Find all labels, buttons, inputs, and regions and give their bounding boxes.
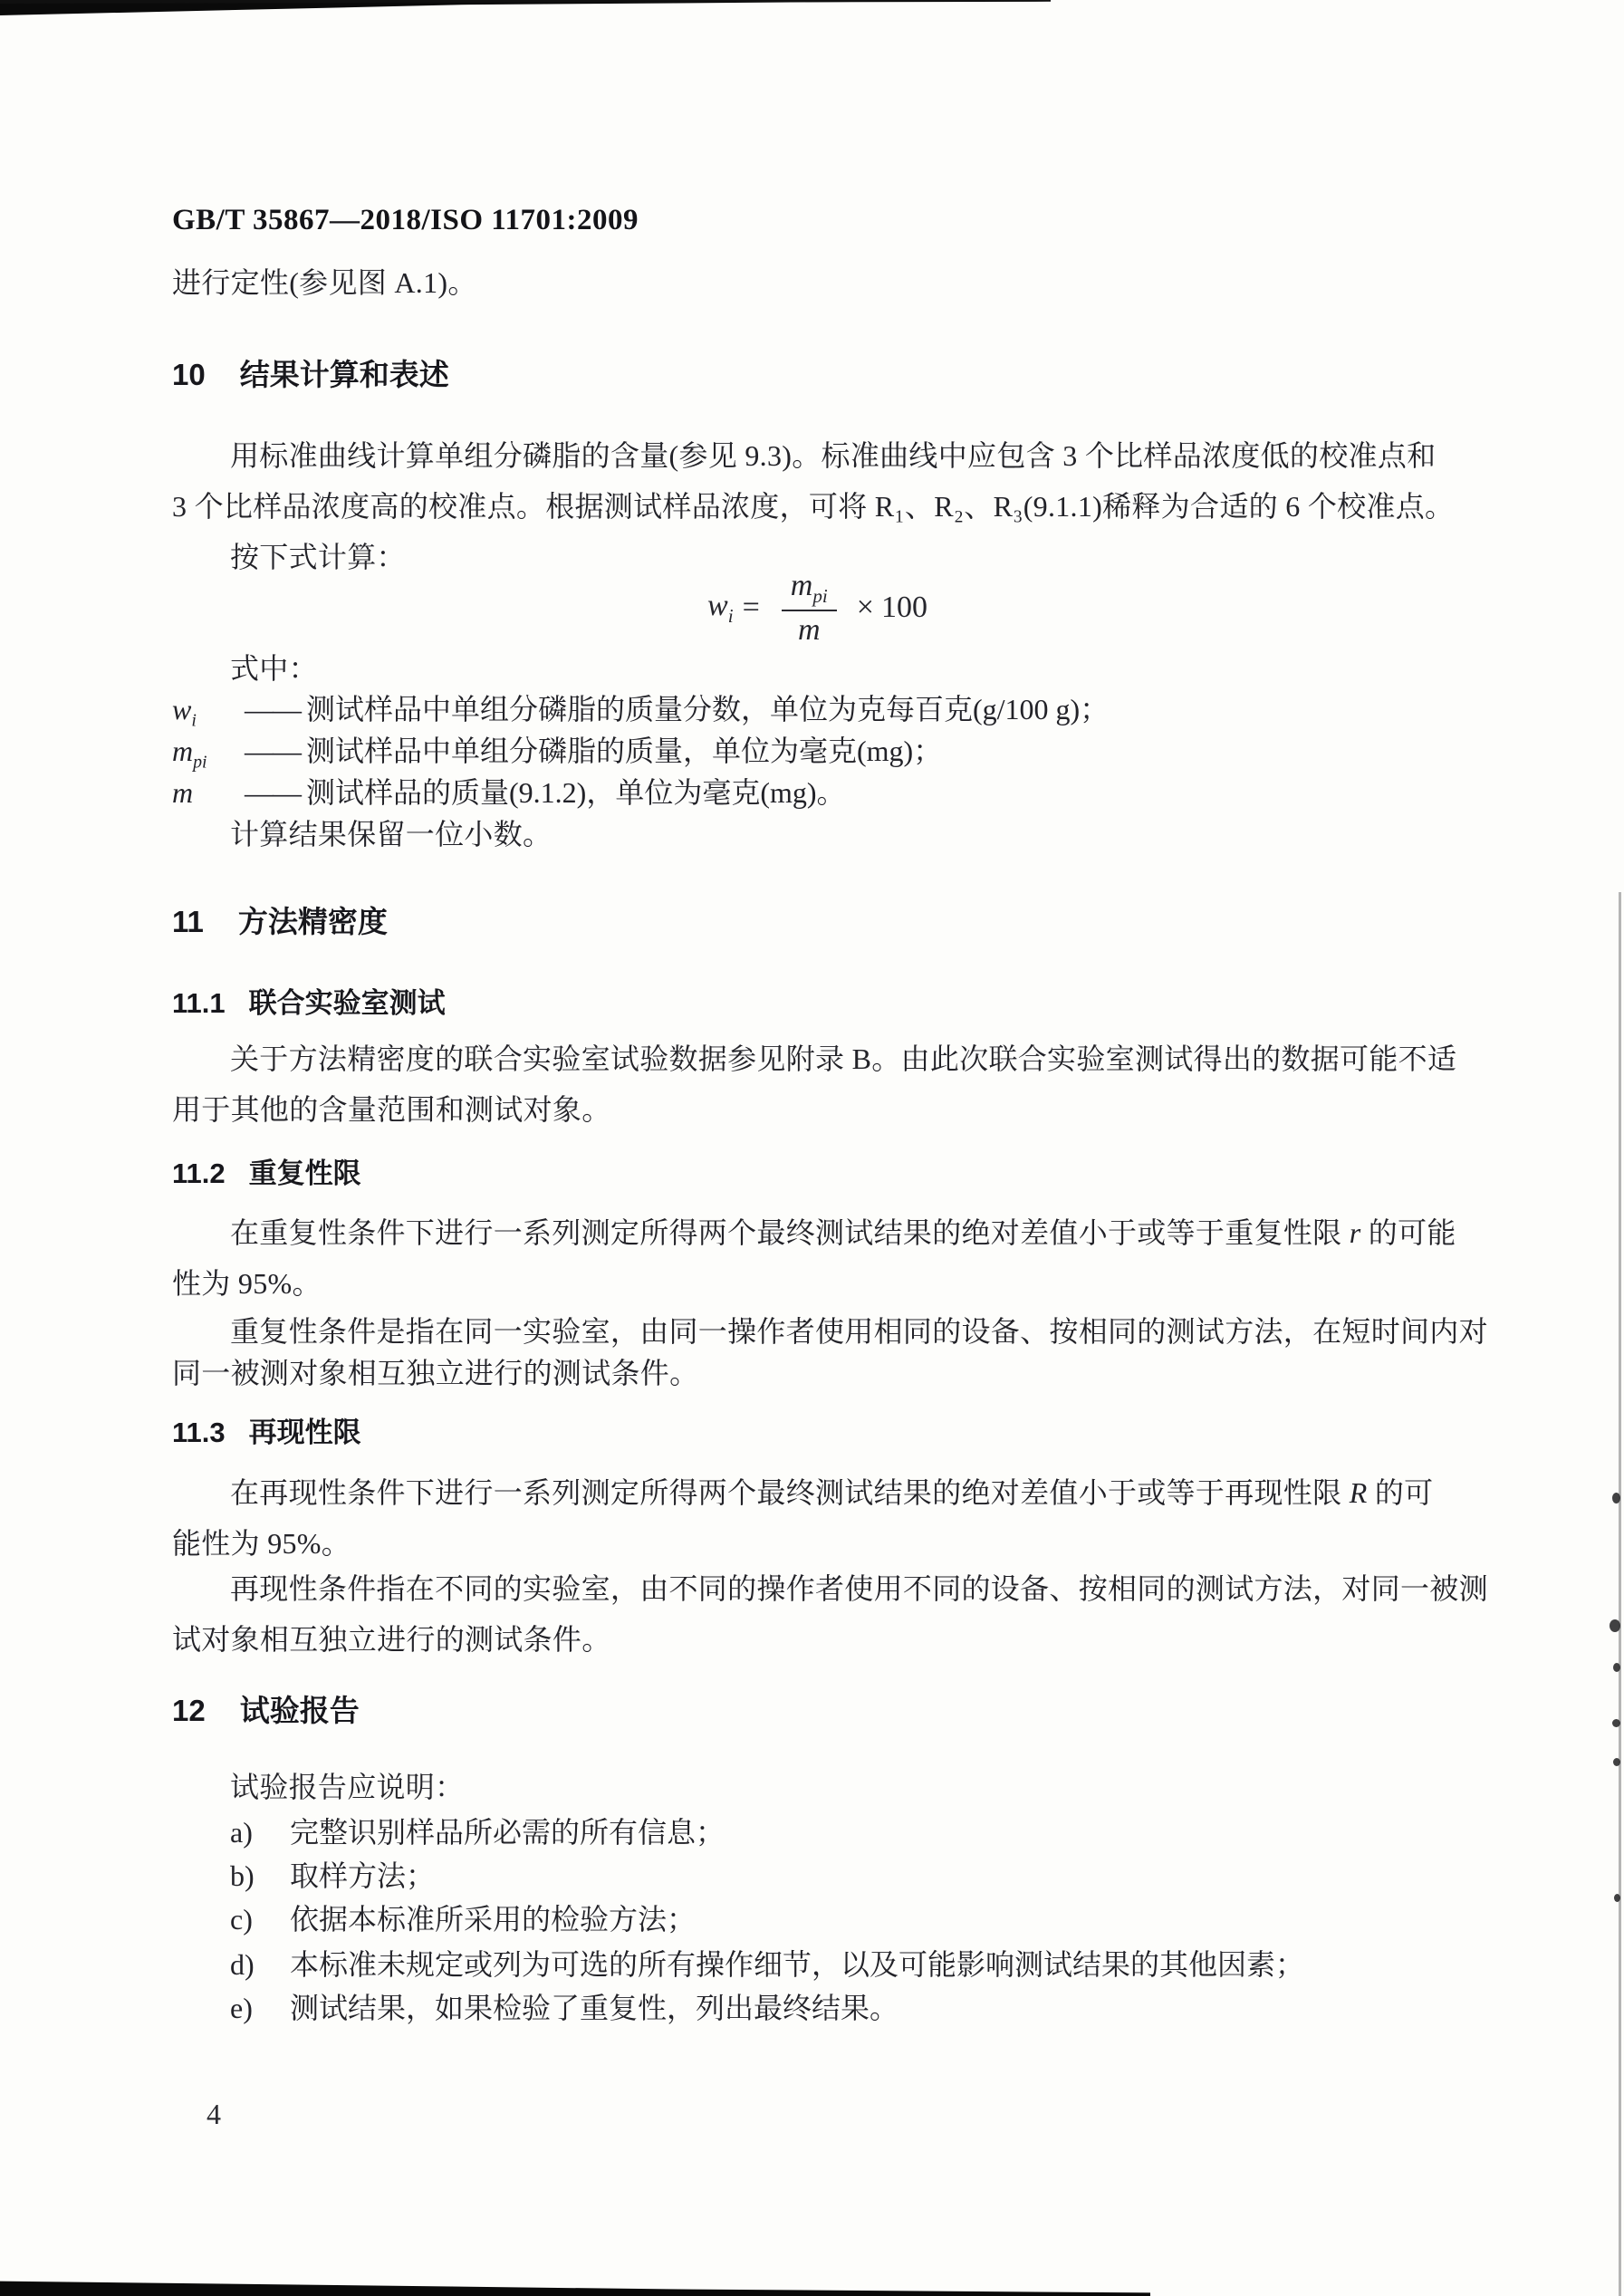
list-marker: e) (230, 1992, 253, 2024)
definition-row (172, 774, 846, 821)
paragraph-line: 在重复性条件下进行一系列测定所得两个最终测试结果的绝对差值小于或等于重复性限 r 的可能 (230, 1216, 1456, 1249)
paragraph-line: 同一被测对象相互独立进行的测试条件。 (172, 1357, 699, 1389)
definition-dash: —— (245, 693, 301, 725)
report-list-item (230, 1990, 898, 2026)
reproducibility-limit-symbol: R (1349, 1476, 1368, 1509)
section-11-title: 方法精密度 (237, 905, 388, 938)
paragraph-line: 3 个比样品浓度高的校准点。根据测试样品浓度，可将 R₁、R₂、R₃(9.1.1)稀释为合适的 6 个校准点。 (172, 490, 1455, 523)
definition-row (172, 691, 1109, 738)
section-11-2-number: 11.2 (172, 1158, 226, 1189)
paragraph-line: 性为 95%。 (172, 1267, 322, 1300)
section-11-heading (172, 898, 388, 941)
section-11-3-title: 再现性限 (248, 1417, 361, 1448)
formula-denominator: m (797, 612, 821, 647)
scan-artifact-blob (1610, 1619, 1620, 1632)
calc-intro-line: 按下式计算： (230, 541, 406, 573)
report-list-item (230, 1814, 725, 1850)
scan-artifact-blob (1613, 1663, 1620, 1672)
section-11-1-heading (172, 980, 446, 1021)
formula-times: × (856, 591, 874, 625)
section-11-3-heading (172, 1409, 361, 1450)
page-number: 4 (207, 2098, 221, 2130)
section-11-2-heading (172, 1150, 361, 1191)
formula-wi (172, 569, 1463, 648)
list-marker: b) (230, 1859, 255, 1892)
section-11-3-number: 11.3 (172, 1417, 226, 1448)
formula-equals: = (742, 591, 760, 625)
list-text: 取样方法； (290, 1859, 436, 1892)
section-11-number: 11 (172, 905, 204, 938)
section-11-1-title: 联合实验室测试 (248, 987, 446, 1019)
section-12-title: 试验报告 (239, 1694, 360, 1727)
formula-lhs: $w_i$ (707, 589, 734, 627)
paragraph-line: 在再现性条件下进行一系列测定所得两个最终测试结果的绝对差值小于或等于再现性限 R 的可 (230, 1476, 1434, 1509)
report-lead-line: 试验报告应说明： (230, 1771, 465, 1803)
paragraph-line: 试对象相互独立进行的测试条件。 (172, 1623, 611, 1656)
definition-symbol: $m_{pi}$ (172, 735, 207, 773)
definition-symbol: $w_i$ (172, 693, 197, 731)
definition-text: 测试样品中单组分磷脂的质量，单位为毫克(mg)； (306, 735, 943, 767)
scan-artifact-blob (1612, 1719, 1620, 1727)
report-list-item (230, 1901, 696, 1937)
report-list-item (230, 1946, 1304, 1983)
definition-row (172, 733, 942, 780)
paragraph-line: 用标准曲线计算单组分磷脂的含量(参见 9.3)。标准曲线中应包含 3 个比样品浓度低的校准点和 (230, 439, 1437, 472)
scan-artifact-right-edge-line (1619, 892, 1621, 2296)
list-marker: d) (230, 1948, 255, 1981)
list-text: 测试结果，如果检验了重复性，列出最终结果。 (290, 1992, 899, 2024)
section-10-title: 结果计算和表述 (239, 358, 449, 391)
section-10-number: 10 (172, 358, 206, 391)
section-10-heading (172, 351, 449, 394)
scan-artifact-bottom-edge (0, 2278, 1150, 2296)
report-list-item (230, 1858, 435, 1894)
formula-numerator: $m_{pi}$ (782, 569, 837, 611)
list-text: 依据本标准所采用的检验方法； (290, 1903, 697, 1936)
formula-factor: 100 (880, 591, 927, 625)
paragraph-line: 再现性条件指在不同的实验室，由不同的操作者使用不同的设备、按相同的测试方法，对同一被测 (230, 1572, 1488, 1605)
definition-dash: —— (245, 776, 301, 809)
paragraph-line: 关于方法精密度的联合实验室试验数据参见附录 B。由此次联合实验室测试得出的数据可能不适 (230, 1042, 1457, 1075)
list-marker: a) (230, 1816, 253, 1849)
definition-text: 测试样品的质量(9.1.2)，单位为毫克(mg)。 (306, 776, 846, 809)
paragraph-line: 能性为 95%。 (172, 1527, 351, 1560)
definition-text: 测试样品中单组分磷脂的质量分数，单位为克每百克(g/100 g)； (306, 693, 1110, 725)
definition-dash: —— (245, 735, 301, 767)
scan-artifact-blob (1614, 1894, 1620, 1902)
scan-artifact-blob (1612, 1493, 1620, 1503)
list-text: 本标准未规定或列为可选的所有操作细节，以及可能影响测试结果的其他因素； (290, 1948, 1305, 1981)
result-note-line: 计算结果保留一位小数。 (230, 818, 553, 850)
section-12-heading (172, 1687, 360, 1730)
paragraph-line: 用于其他的含量范围和测试对象。 (172, 1093, 611, 1126)
section-12-number: 12 (172, 1694, 206, 1727)
formula-fraction (782, 569, 837, 648)
list-text: 完整识别样品所必需的所有信息； (290, 1816, 726, 1849)
definition-symbol: m (172, 776, 194, 809)
intro-sentence: 进行定性(参见图 A.1)。 (172, 266, 477, 299)
list-marker: c) (230, 1903, 253, 1936)
where-label: 式中： (230, 652, 318, 685)
repeatability-limit-symbol: r (1349, 1216, 1361, 1249)
paragraph-line: 重复性条件是指在同一实验室，由同一操作者使用相同的设备、按相同的测试方法，在短时间内对 (230, 1315, 1488, 1348)
scan-artifact-blob (1613, 1758, 1620, 1766)
standard-code-header: GB/T 35867—2018/ISO 11701:2009 (172, 204, 639, 236)
section-11-2-title: 重复性限 (248, 1158, 361, 1189)
section-11-1-number: 11.1 (172, 987, 226, 1019)
